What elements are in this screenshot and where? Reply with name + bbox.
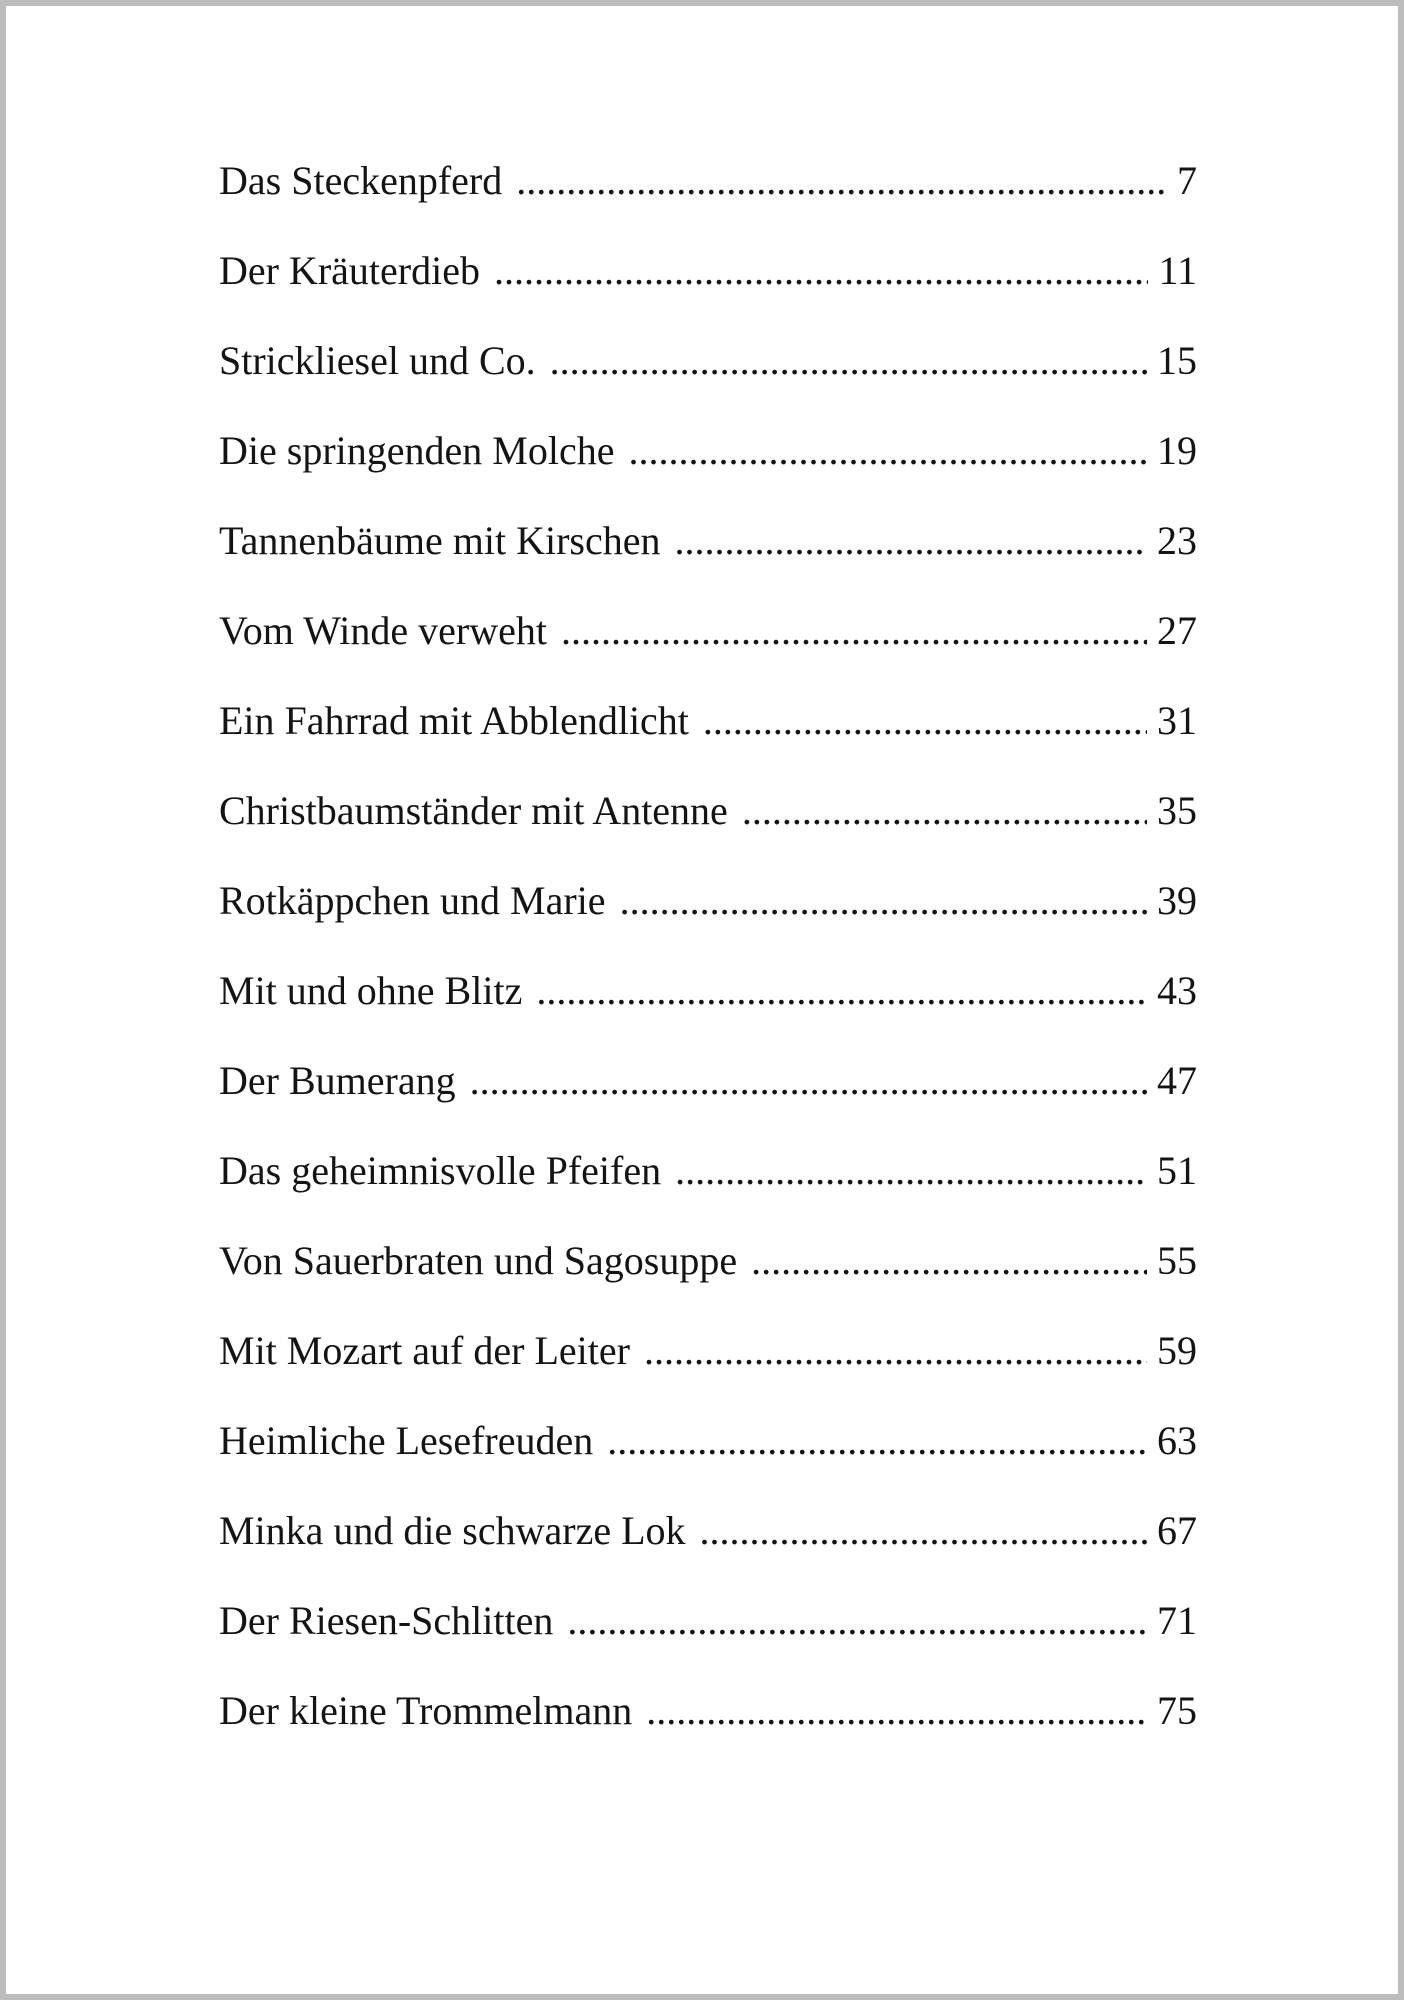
toc-entry [219, 416, 1197, 506]
toc-entry-title: Tannenbäume mit Kirschen [219, 518, 661, 563]
toc-entry-page: 55 [1157, 1238, 1197, 1283]
toc-dot-leader [646, 1676, 1147, 1746]
toc-dot-leader [470, 1046, 1147, 1116]
toc-entry-page: 67 [1157, 1508, 1197, 1553]
toc-entry [219, 236, 1197, 326]
toc-entry [219, 1226, 1197, 1316]
toc-entry [219, 1496, 1197, 1586]
toc-entry-page: 75 [1157, 1688, 1197, 1733]
toc-entry-title: Mit und ohne Blitz [219, 968, 523, 1013]
toc-dot-leader [494, 236, 1149, 306]
toc-entry-title: Strickliesel und Co. [219, 338, 536, 383]
toc-entry-page: 31 [1157, 698, 1197, 743]
toc-entry-page: 23 [1157, 518, 1197, 563]
toc-entry-page: 11 [1158, 248, 1197, 293]
toc-entry [219, 866, 1197, 956]
toc-entry-title: Rotkäppchen und Marie [219, 878, 606, 923]
toc-entry [219, 596, 1197, 686]
toc-entry-page: 43 [1157, 968, 1197, 1013]
toc-entry [219, 1316, 1197, 1406]
toc-entry-title: Christbaumständer mit Antenne [219, 788, 728, 833]
toc-entry [219, 146, 1197, 236]
toc-entry [219, 1676, 1197, 1766]
toc-dot-leader [675, 506, 1147, 576]
toc-dot-leader [620, 866, 1147, 936]
toc-entry [219, 1046, 1197, 1136]
toc-entry-page: 15 [1157, 338, 1197, 383]
toc-entry [219, 1136, 1197, 1226]
toc-entry-title: Heimliche Lesefreuden [219, 1418, 594, 1463]
toc-entry [219, 686, 1197, 776]
toc-dot-leader [536, 956, 1147, 1026]
toc-entry-page: 19 [1157, 428, 1197, 473]
toc-dot-leader [516, 146, 1167, 216]
toc-dot-leader [742, 776, 1147, 846]
toc-entry-title: Der Kräuterdieb [219, 248, 480, 293]
toc-entry-title: Der kleine Trommelmann [219, 1688, 633, 1733]
toc-dot-leader [700, 1496, 1147, 1566]
toc-entry-title: Von Sauerbraten und Sagosuppe [219, 1238, 738, 1283]
toc-entry-title: Mit Mozart auf der Leiter [219, 1328, 630, 1373]
toc-entry-page: 51 [1157, 1148, 1197, 1193]
toc-entry-title: Das geheimnisvolle Pfeifen [219, 1148, 662, 1193]
toc-entry-title: Ein Fahrrad mit Abblendlicht [219, 698, 689, 743]
toc-entry-page: 7 [1177, 158, 1197, 203]
toc-dot-leader [703, 686, 1147, 756]
toc-dot-leader [628, 416, 1147, 486]
toc-dot-leader [567, 1586, 1147, 1656]
toc-dot-leader [751, 1226, 1147, 1296]
toc-entry-title: Das Steckenpferd [219, 158, 503, 203]
toc-entry-title: Der Riesen-Schlitten [219, 1598, 554, 1643]
toc-entry [219, 1586, 1197, 1676]
table-of-contents [219, 146, 1197, 1766]
toc-entry-page: 63 [1157, 1418, 1197, 1463]
toc-entry-page: 59 [1157, 1328, 1197, 1373]
toc-dot-leader [550, 326, 1147, 396]
toc-entry-page: 47 [1157, 1058, 1197, 1103]
toc-entry-page: 35 [1157, 788, 1197, 833]
toc-entry-title: Vom Winde verweht [219, 608, 547, 653]
toc-entry [219, 326, 1197, 416]
toc-entry-title: Minka und die schwarze Lok [219, 1508, 686, 1553]
toc-entry-page: 39 [1157, 878, 1197, 923]
toc-entry-page: 27 [1157, 608, 1197, 653]
toc-entry [219, 776, 1197, 866]
toc-entry-page: 71 [1157, 1598, 1197, 1643]
toc-entry-title: Der Bumerang [219, 1058, 456, 1103]
toc-entry [219, 506, 1197, 596]
toc-entry-title: Die springenden Molche [219, 428, 615, 473]
toc-dot-leader [561, 596, 1147, 666]
toc-dot-leader [607, 1406, 1147, 1476]
toc-dot-leader [644, 1316, 1147, 1386]
toc-dot-leader [675, 1136, 1147, 1206]
toc-entry [219, 1406, 1197, 1496]
toc-entry [219, 956, 1197, 1046]
